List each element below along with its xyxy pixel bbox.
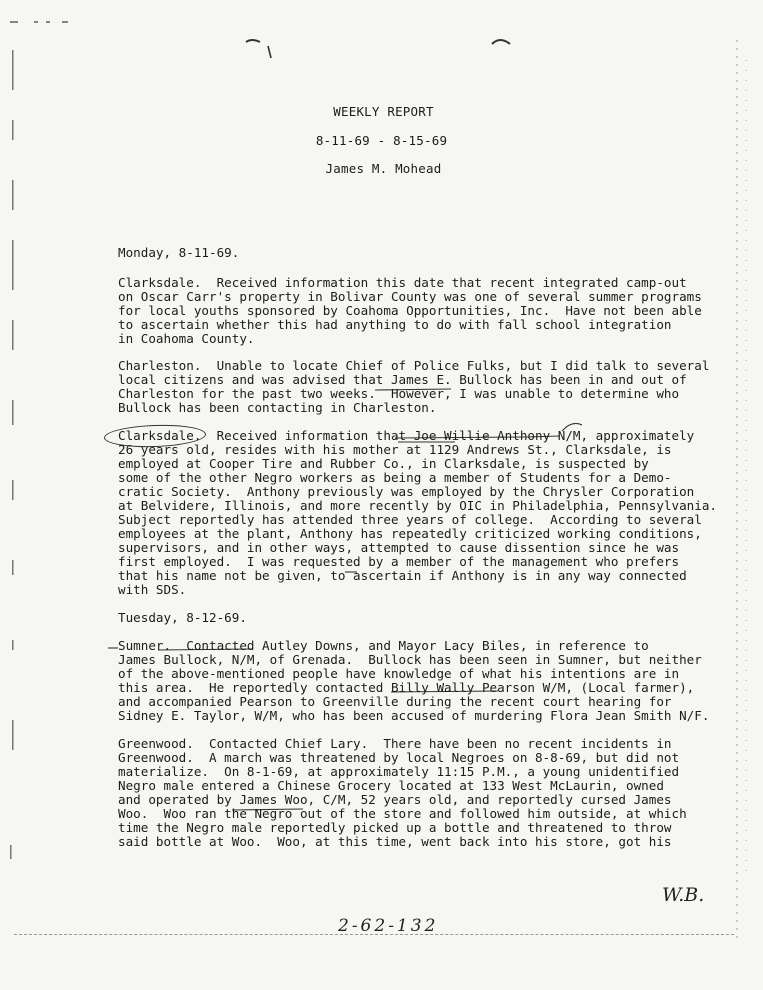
report-author: James M. Mohead xyxy=(325,161,442,176)
day-heading-monday: Monday, 8-11-69. xyxy=(118,245,240,260)
paragraph-sumner: Sumner. Contacted Autley Downs, and Mayor Lacy Biles, in reference to James Bullock, N/M, of Grenada. Bullock has been seen in Sumner, but neither of the above-mentioned people have knowledge of what his intentions are in this area. He reportedly contacted Billy Wally Pearson W/M, (Local farmer), and accompanied Pearson to Greenville during the recent court hearing for Sidney E. Taylor, W/M, who has been accused of murdering Flora Jean Smith N/F. xyxy=(118,638,710,723)
report-title: WEEKLY REPORT xyxy=(333,104,434,119)
paragraph-clarksdale-campout: Clarksdale. Received information this date that recent integrated camp-out on Oscar Carr's property in Bolivar County was one of several summer programs for local youths sponsored by Coahoma Opportunities, Inc. Have not been able to ascertain whether this had anything to do with fall school integration in Coahoma County. xyxy=(118,275,702,346)
report-date-range: 8-11-69 - 8-15-69 xyxy=(315,133,448,148)
document-number: 2-62-132 xyxy=(338,916,439,936)
paragraph-greenwood: Greenwood. Contacted Chief Lary. There have been no recent incidents in Greenwood. A march was threatened by local Negroes on 8-8-69, but did not materialize. On 8-1-69, at approximately 11:15 P.M., a young unidentified Negro male entered a Chinese Grocery located at 133 West McLaurin, owned and operated by James Woo, C/M, 52 years old, and reportedly cursed James Woo. Woo ran the Negro out of the store and followed him outside, at which time the Negro male reportedly picked up a bottle and threatened to throw said bottle at Woo. Woo, at this time, went back into his store, got his xyxy=(118,736,687,849)
day-heading-tuesday: Tuesday, 8-12-69. xyxy=(118,610,247,625)
punch-mark-right xyxy=(492,40,510,44)
paragraph-charleston: Charleston. Unable to locate Chief of Police Fulks, but I did talk to several local citizens and was advised that James E. Bullock has been in and out of Charleston for the past two weeks. However, I was unable to determine who Bullock has been contacting in Charleston. xyxy=(118,358,710,415)
paragraph-clarksdale-anthony: Clarksdale. Received information that Joe Willie Anthony N/M, approximately 26 years old, resides with his mother at 1129 Andrews St., Clarksdale, is employed at Cooper Tire and Rubber Co., in Clarksdale, is suspected by some of the other Negro workers as being a member of Students for a Demo- cratic Society. Anthony previously was employed by the Chrysler Corporation at Belvidere, Illinois, and more recently by OIC in Philadelphia, Pennsylvania. Subject reportedly has attended three years of college. According to several employees at the plant, Anthony has repeatedly criticized working conditions, supervisors, and in other ways, attempted to cause dissention since he was first employed. I was requested by a member of the management who prefers that his name not be given, to ascertain if Anthony is in any way connected with SDS. xyxy=(118,428,717,597)
footer-rule xyxy=(14,934,734,935)
punch-mark-left xyxy=(246,40,260,42)
handwritten-initials: W.B. xyxy=(662,884,705,906)
